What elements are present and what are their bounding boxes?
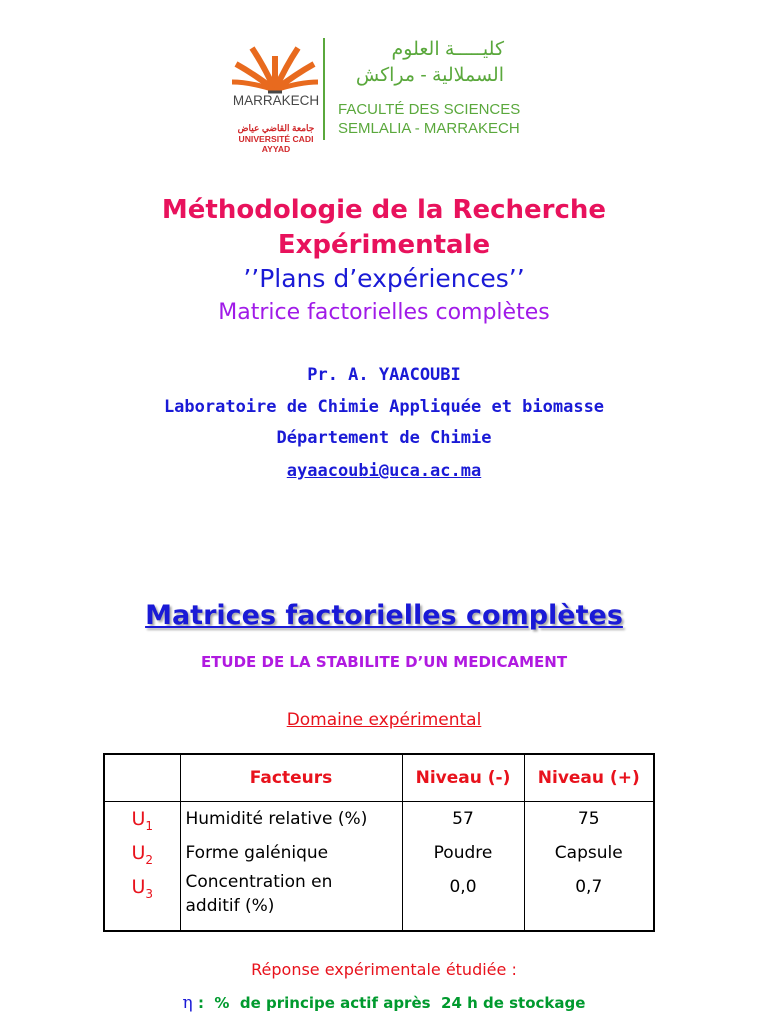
logo-marrakech-text: MARRAKECH [232, 93, 320, 108]
table-header-row [104, 754, 654, 802]
palm-tree-icon [232, 48, 318, 92]
document-title-continued: Expérimentale [277, 230, 491, 260]
faculty-french-line-2: SEMLALIA - MARRAKECH [338, 120, 520, 137]
factor-symbol-u3: $U_3$ [131, 876, 154, 901]
response-title: Réponse expérimentale étudiée : [251, 960, 517, 979]
author-department: Département de Chimie [276, 428, 492, 448]
factor-symbol-u1: $U_1$ [131, 808, 154, 833]
eta-symbol: η [182, 993, 193, 1013]
faculty-arabic-line-1: كليـــــة العلوم [391, 39, 504, 60]
section-title: Matrices factorielles complètes [145, 600, 623, 631]
high-level-values-cell [524, 802, 654, 932]
response-description [0, 993, 768, 1013]
factor-name-humidity: Humidité relative (%) [185, 809, 368, 829]
author-email-link[interactable]: ayaacoubi@uca.ac.ma [286, 461, 482, 481]
author-laboratory: Laboratoire de Chimie Appliquée et biomasse [163, 397, 605, 417]
factor-symbol-u2: $U_2$ [131, 842, 154, 867]
logo-divider [323, 38, 325, 140]
document-topic: Matrice factorielles complètes [218, 300, 550, 325]
high-level-value: 0,7 [575, 877, 603, 897]
author-name: Pr. A. YAACOUBI [307, 365, 461, 385]
low-level-value: 0,0 [449, 877, 477, 897]
response-text: : % de principe actif après 24 h de stockage [192, 994, 586, 1012]
faculty-french-line-1: FACULTÉ DES SCIENCES [338, 101, 521, 118]
faculty-arabic-line-2: السملالية - مراكش [355, 65, 504, 86]
section-subtitle: ETUDE DE LA STABILITE D’UN MEDICAMENT [200, 653, 568, 671]
domain-label: Domaine expérimental [286, 710, 482, 730]
table-header-factors: Facteurs [180, 754, 402, 802]
table-header-empty [104, 754, 180, 802]
factor-name-form: Forme galénique [185, 843, 329, 863]
document-subtitle: ’’Plans d’expériences’’ [243, 264, 525, 293]
table-header-low-level: Niveau (-) [402, 754, 524, 802]
low-level-values-cell [402, 802, 524, 932]
table-header-high-level: Niveau (+) [524, 754, 654, 802]
logo-university-arabic: جامعة القاضي عياض [237, 123, 315, 133]
factor-symbols-cell [104, 802, 180, 932]
document-title: Méthodologie de la Recherche [161, 195, 607, 225]
factor-table [103, 753, 653, 930]
logo-university-french: UNIVERSITÉ CADI AYYAD [238, 134, 314, 154]
factor-names-cell [180, 802, 402, 932]
low-level-value: 57 [452, 809, 474, 829]
table-row [104, 802, 654, 932]
high-level-value: Capsule [554, 843, 623, 863]
high-level-value: 75 [577, 809, 600, 829]
factor-name-concentration: Concentration en additif (%) [185, 872, 333, 916]
low-level-value: Poudre [433, 843, 493, 863]
